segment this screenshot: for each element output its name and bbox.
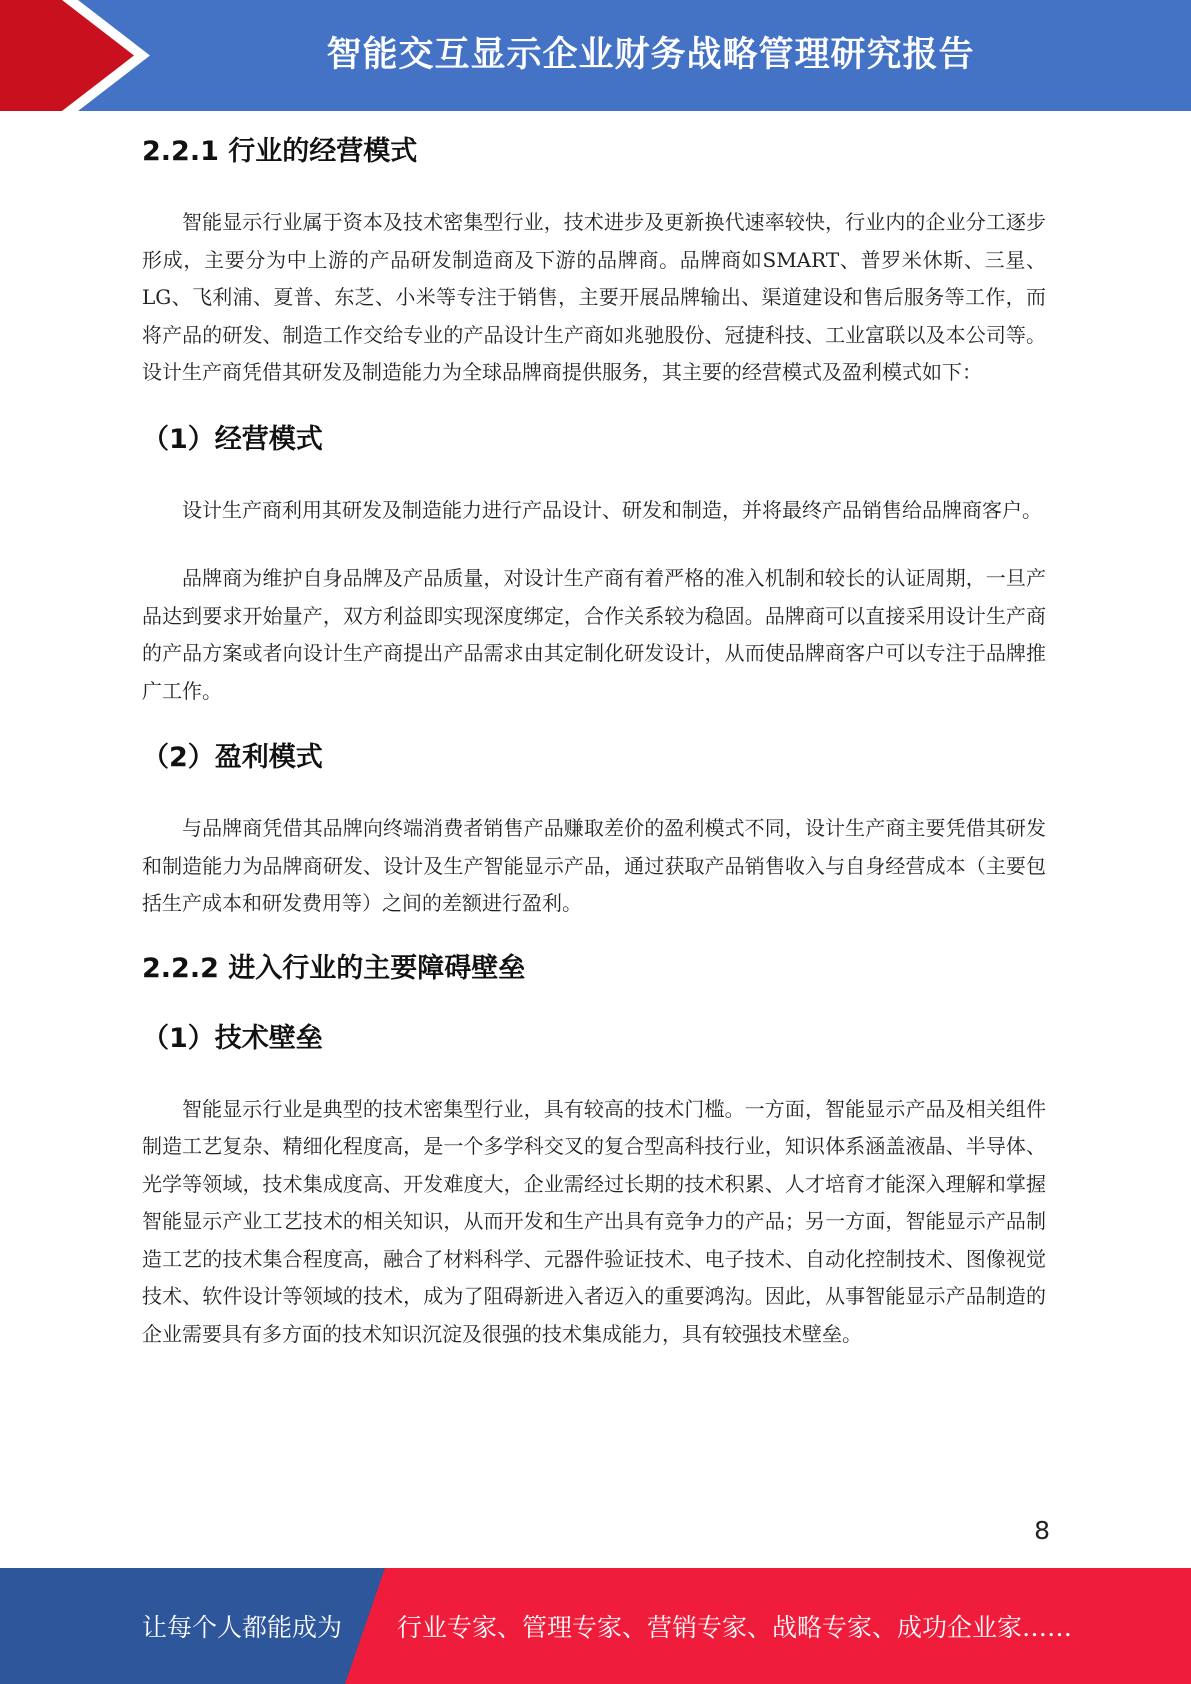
paragraph-tech-barrier: 智能显示行业是典型的技术密集型行业，具有较高的技术门槛。一方面，智能显示产品及相关组件制造工艺复杂、精细化程度高，是一个多学科交叉的复合型高科技行业，知识体系涵盖液晶、半导体、光学等领域，技术集成度高、开发难度大，企业需经过长期的技术积累、人才培育才能深入理解和掌握智能显示产业工艺技术的相关知识，从而开发和生产出具有竞争力的产品；另一方面，智能显示产品制造工艺的技术集合程度高，融合了材料科学、元器件验证技术、电子技术、自动化控制技术、图像视觉技术、软件设计等领域的技术，成为了阻碍新进入者迈入的重要鸿沟。因此，从事智能显示产品制造的企业需要具有多方面的技术知识沉淀及很强的技术集成能力，具有较强技术壁垒。 (142, 1096, 1046, 1346)
document-title: 智能交互显示企业财务战略管理研究报告 (326, 35, 975, 75)
document-body (142, 120, 1046, 1353)
paragraph-operating-1: 设计生产商利用其研发及制造能力进行产品设计、研发和制造，并将最终产品销售给品牌商客户。 (182, 497, 1042, 522)
subheading-profit-mode: （2）盈利模式 (142, 742, 323, 773)
footer-slogan-right: 行业专家、管理专家、营销专家、战略专家、成功企业家…… (397, 1613, 1073, 1642)
header-banner (0, 0, 1191, 111)
footer-slogan-left: 让每个人都能成为 (142, 1613, 343, 1642)
section-heading-2-2-2: 2.2.2 进入行业的主要障碍壁垒 (142, 952, 526, 984)
section-heading-2-2-1: 2.2.1 行业的经营模式 (142, 136, 418, 167)
subheading-operating-mode: （1）经营模式 (142, 423, 323, 455)
paragraph-profit-1: 与品牌商凭借其品牌向终端消费者销售产品赚取差价的盈利模式不同，设计生产商主要凭借其研发和制造能力为品牌商研发、设计及生产智能显示产品，通过获取产品销售收入与自身经营成本（主要包括生产成本和研发费用等）之间的差额进行盈利。 (142, 816, 1046, 915)
page-number: 8 (1034, 1516, 1050, 1545)
paragraph-intro: 智能显示行业属于资本及技术密集型行业，技术进步及更新换代速率较快，行业内的企业分工逐步形成，主要分为中上游的产品研发制造商及下游的品牌商。品牌商如SMART、普罗米休斯、三星、LG、飞利浦、夏普、东芝、小米等专注于销售，主要开展品牌输出、渠道建设和售后服务等工作，而将产品的研发、制造工作交给专业的产品设计生产商如兆驰股份、冠捷科技、工业富联以及本公司等。设计生产商凭借其研发及制造能力为全球品牌商提供服务，其主要的经营模式及盈利模式如下： (142, 210, 1046, 384)
header-arrow-decoration (0, 0, 160, 111)
footer-banner (0, 1568, 1191, 1684)
subheading-tech-barrier: （1）技术壁垒 (142, 1022, 323, 1054)
paragraph-operating-2: 品牌商为维护自身品牌及产品质量，对设计生产商有着严格的准入机制和较长的认证周期，一旦产品达到要求开始量产，双方利益即实现深度绑定，合作关系较为稳固。品牌商可以直接采用设计生产商的产品方案或者向设计生产商提出产品需求由其定制化研发设计，从而使品牌商客户可以专注于品牌推广工作。 (142, 566, 1046, 703)
